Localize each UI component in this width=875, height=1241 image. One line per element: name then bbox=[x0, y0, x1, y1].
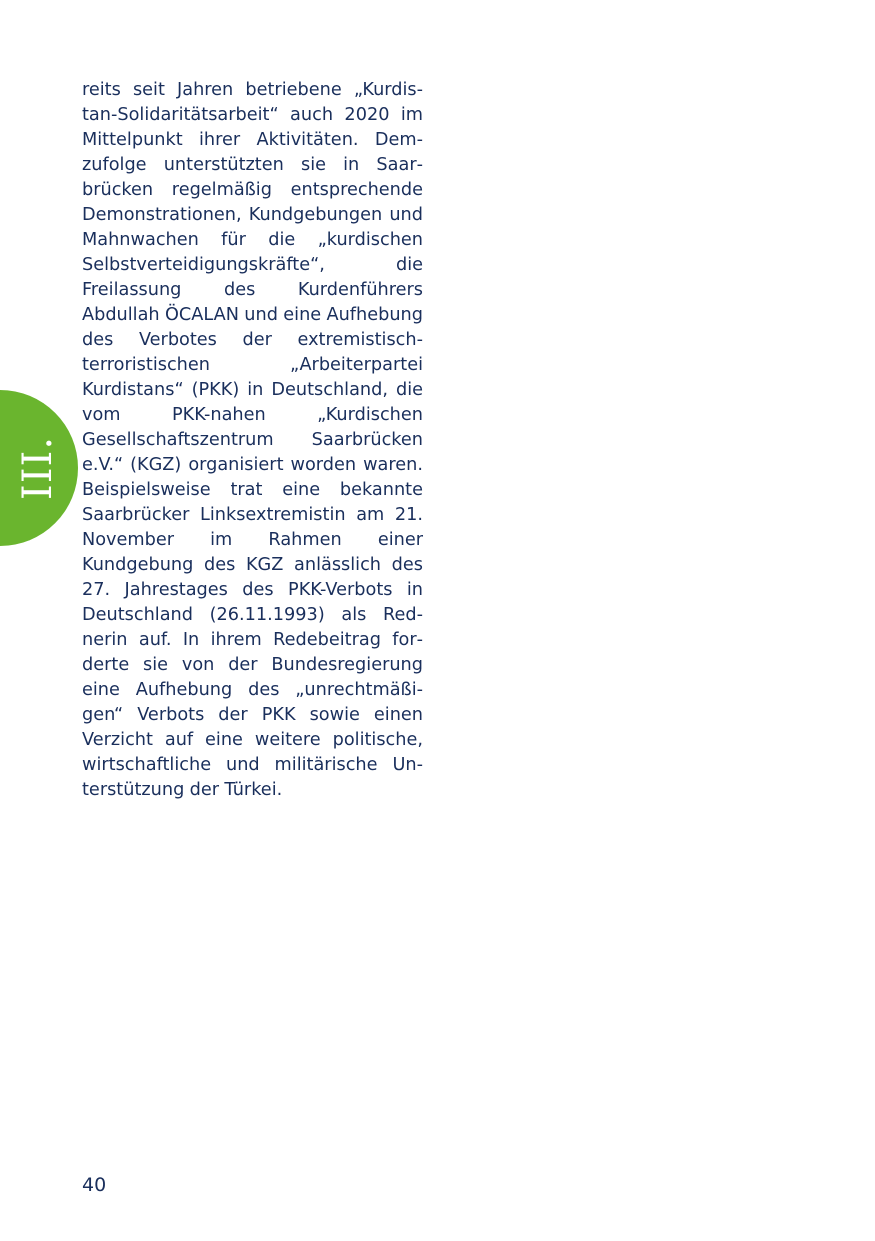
chapter-numeral: III. bbox=[15, 435, 61, 501]
body-paragraph: reits seit Jahren betriebene „Kurdistan-Solidaritätsarbeit“ auch 2020 im Mittelpunkt ihrer Aktivitäten. Demzufolge unterstützten sie in Saarbrücken regelmäßig entsprechende Demonstrationen, Kundgebungen und Mahnwachen für die „kurdischen Selbstverteidigungskräfte“, die Freilassung des Kurdenführers Abdullah ÖCALAN und eine Aufhebung des Verbotes der extremistisch-terroristischen „Arbeiterpartei Kurdistans“ (PKK) in Deutschland, die vom PKK-nahen „Kurdischen Gesellschaftszentrum Saarbrücken e.V.“ (KGZ) organisiert worden waren. Beispielsweise trat eine bekannte Saarbrücker Linksextremistin am 21. November im Rahmen einer Kundgebung des KGZ anlässlich des 27. Jahrestages des PKK-Verbots in Deutschland (26.11.1993) als Rednerin auf. In ihrem Redebeitrag forderte sie von der Bundesregierung eine Aufhebung des „unrechtmäßigen“ Verbots der PKK sowie einen Verzicht auf eine weitere politische, wirtschaftliche und militärische Unterstützung der Türkei. bbox=[82, 80, 423, 800]
page-number: 40 bbox=[82, 1174, 107, 1196]
